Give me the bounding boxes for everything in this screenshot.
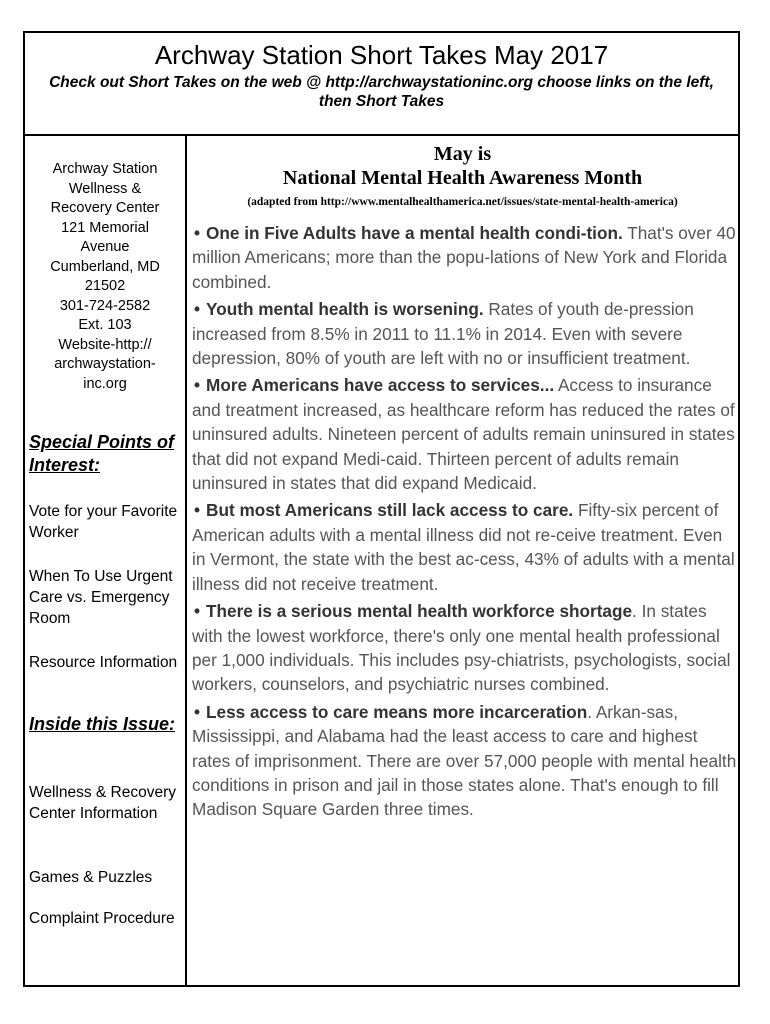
bullet-dot-icon: • <box>194 375 201 396</box>
special-item-resource: Resource Information <box>29 654 178 671</box>
bullet-item <box>192 297 738 370</box>
bullet-bold: One in Five Adults have a mental health condi-tion. <box>206 223 623 243</box>
bullet-item <box>192 498 738 596</box>
bullet-dot-icon: • <box>194 500 201 521</box>
sidebar <box>25 134 187 985</box>
special-item-urgent-care: When To Use Urgent Care vs. Emergency Room <box>29 568 173 627</box>
bullet-item <box>192 700 738 822</box>
bullet-item <box>192 373 738 495</box>
bullet-text: . Arkan-sas, Mississippi, and Alabama had the least access to care and highest rates of imprisonment. There are over 57,000 people with mental health conditions in prison and jail in those states alone. That's enough to fill Madison Square Garden three times. <box>192 701 737 820</box>
article-heading-line2: National Mental Health Awareness Month <box>282 167 643 189</box>
address-block <box>25 160 185 394</box>
address-line: inc.org <box>83 375 127 392</box>
bullet-bold: Youth mental health is worsening. <box>206 299 484 320</box>
address-line: 121 Memorial <box>61 219 149 236</box>
bullet-text: Fifty-six percent of American adults with a mental illness did not re-ceive treatment. Even in Vermont, the state with the best ac-cess, 43% of adults with a mental illness did not receive treatment. <box>192 500 735 594</box>
article-source: (adapted from http://www.mentalhealthamerica.net/issues/state-mental-health-america) <box>247 196 678 208</box>
inside-item-complaint: Complaint Procedure <box>29 910 175 927</box>
special-points-heading: Special Points of Interest: <box>29 432 175 475</box>
article-heading <box>187 142 738 210</box>
bullet-dot-icon: • <box>194 223 201 243</box>
article-bullets <box>192 221 738 822</box>
address-line: Recovery Center <box>50 200 160 216</box>
inside-item-games: Games & Puzzles <box>29 869 153 886</box>
bullet-text: Rates of youth de-pression increased from 8.5% in 2011 to 11.1% in 2014. Even with severe depression, 80% of youth are left with no or insufficient treatment. <box>192 299 694 369</box>
address-line: Ext. 103 <box>78 317 132 333</box>
bullet-bold: More Americans have access to services... <box>206 375 555 396</box>
address-line: Cumberland, MD <box>50 258 160 275</box>
bullet-bold: There is a serious mental health workforce shortage <box>206 601 633 622</box>
newsletter-frame <box>23 31 740 987</box>
bullet-dot-icon: • <box>194 299 201 320</box>
address-line: 301-724-2582 <box>59 297 151 314</box>
main-article <box>187 134 738 985</box>
bullet-dot-icon: • <box>194 601 201 622</box>
bullet-dot-icon: • <box>194 701 201 722</box>
newsletter-header <box>25 33 738 136</box>
bullet-text: . In states with the lowest workforce, there's only one mental health professional per 1,000 individuals. This includes psy-chiatrists, psychologists, social workers, counselors, and psychiatric nurses combined. <box>192 601 731 695</box>
article-heading-line1: May is <box>433 143 492 165</box>
bullet-text: Access to insurance and treatment increased, as healthcare reform has reduced the rates of uninsured adults. Nineteen percent of adults remain uninsured in states that did not expand Medi-caid. Thirteen percent of adults remain uninsured in states that did expand Medicaid. <box>192 375 735 494</box>
special-item-vote: Vote for your Favorite Worker <box>29 503 178 541</box>
newsletter-title: Archway Station Short Takes May 2017 <box>154 40 609 70</box>
bullet-item <box>192 221 738 294</box>
address-line: Archway Station <box>52 161 158 177</box>
address-line: 21502 <box>84 278 126 294</box>
bullet-bold: Less access to care means more incarceration <box>206 701 588 722</box>
special-points-heading-block <box>29 431 183 477</box>
address-line: Website-http:// <box>58 336 152 353</box>
bullet-text: That's over 40 million Americans; more than the popu-lations of New York and Florida combined. <box>192 223 736 292</box>
inside-issue-heading: Inside this Issue: <box>29 714 176 734</box>
newsletter-subtitle: Check out Short Takes on the web @ http://archwaystationinc.org choose links on the left, then Short Takes <box>49 74 714 110</box>
address-line: Avenue <box>80 239 130 255</box>
inside-issue-heading-block <box>29 713 183 736</box>
bullet-item <box>192 599 738 697</box>
inside-item-wellness: Wellness & Recovery Center Information <box>29 784 177 822</box>
address-line: archwaystation- <box>54 356 156 372</box>
address-line: Wellness & <box>68 180 142 197</box>
bullet-bold: But most Americans still lack access to care. <box>206 500 574 521</box>
